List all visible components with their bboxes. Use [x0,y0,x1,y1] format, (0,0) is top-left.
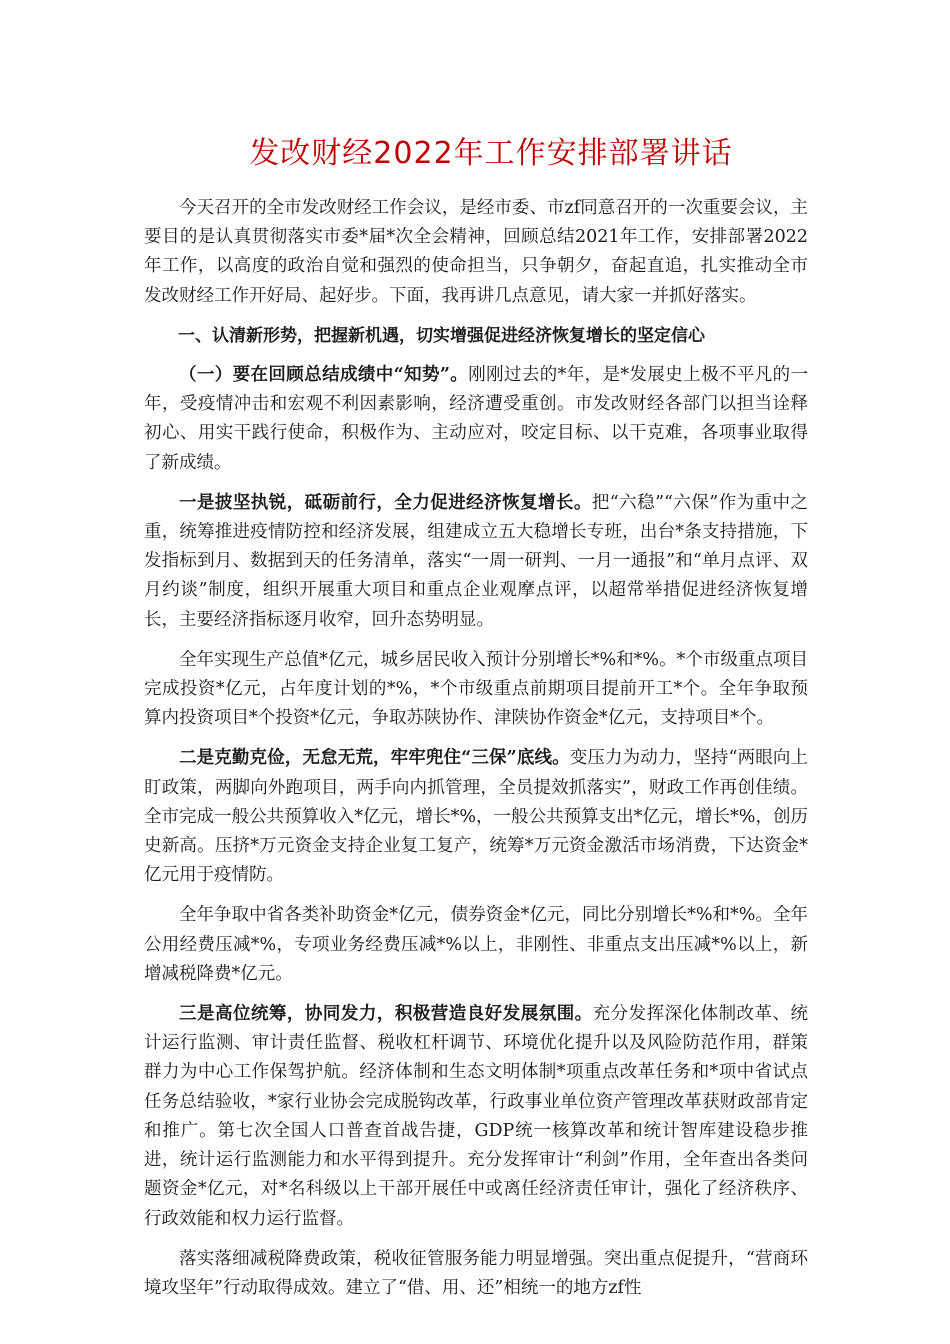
point-paragraph-1 [144,489,808,635]
section-heading-1: 一、认清新形势，把握新机遇，切实增强促进经济恢复增长的坚定信心 [178,325,705,346]
point-text-1: 把“六稳”“六保”作为重中之重，统筹推进疫情防控和经济发展，组建成立五大稳增长专班，出台*条支持措施，下发指标到月、数据到天的任务清单，落实“一周一研判、一月一通报”和“单月点评、双月约谈”制度，组织开展重大项目和重点企业观摩点评，以超常举措促进经济恢复增长，主要经济指标逐月收窄，回升态势明显。 [144,492,808,630]
subsection-text-1: 刚刚过去的*年，是*发展史上极不平凡的一年，受疫情冲击和宏观不利因素影响，经济遭受重创。市发改财经各部门以担当诠释初心、用实干践行使命，积极作为、主动应对，咬定目标、以干克难，各项事业取得了新成绩。 [144,365,809,473]
intro-paragraph: 今天召开的全市发改财经工作会议，是经市委、市zf同意召开的一次重要会议，主要目的是认真贯彻落实市委*届*次全会精神，回顾总结2021年工作，安排部署2022年工作，以高度的政治自觉和强烈的使命担当，只争朝夕，奋起直追，扎实推动全市发改财经工作开好局、起好步。下面，我再讲几点意见，请大家一并抓好落实。 [144,198,808,306]
document-page [144,134,808,1314]
gdp-paragraph: 全年实现生产总值*亿元，城乡居民收入预计分别增长*%和*%。*个市级重点项目完成投资*亿元，占年度计划的*%，*个市级重点前期项目提前开工*个。全年争取预算内投资项目*个投资*亿元，争取苏陕协作、津陕协作资金*亿元，支持项目*个。 [144,649,808,729]
point-lead-1: 一是披坚执锐，砥砺前行，全力促进经济恢复增长。 [179,492,592,513]
point-text-2: 变压力为动力，坚持“两眼向上盯政策，两脚向外跑项目，两手向内抓管理，全员提效抓落实”，财政工作再创佳绩。全市完成一般公共预算收入*亿元，增长*%，一般公共预算支出*亿元，增长*%，创历史新高。压挤*万元资金支持企业复工复产，统筹*万元资金激活市场消费，下达资金*亿元用于疫情防。 [144,748,808,886]
point-paragraph-2 [144,744,808,890]
funds-paragraph: 全年争取中省各类补助资金*亿元，债券资金*亿元，同比分别增长*%和*%。全年公用经费压减*%，专项业务经费压减*%以上，非刚性、非重点支出压减*%以上，新增减税降费*亿元。 [144,905,808,984]
tax-paragraph: 落实落细减税降费政策，税收征管服务能力明显增强。突出重点促提升，“营商环境攻坚年”行动取得成效。建立了“借、用、还”相统一的地方zf性 [144,1248,808,1298]
subsection-lead-1: （一）要在回顾总结成绩中“知势”。 [179,365,469,386]
point-text-3: 充分发挥深化体制改革、统计运行监测、审计责任监督、税收杠杆调节、环境优化提升以及风险防范作用，群策群力为中心工作保驾护航。经济体制和生态文明体制*项重点改革任务和*项中省试点任务总结验收，*家行业协会完成脱钩改革，行政事业单位资产管理改革获财政部肯定和推广。第七次全国人口普查首战告捷，GDP统一核算改革和统计智库建设稳步推进，统计运行监测能力和水平得到提升。充分发挥审计“利剑”作用，全年查出各类问题资金*亿元，对*名科级以上干部开展任中或离任经济责任审计，强化了经济秩序、行政效能和权力运行监督。 [144,1004,809,1229]
point-lead-3: 三是高位统筹，协同发力，积极营造良好发展氛围。 [179,1004,593,1025]
point-paragraph-3 [144,1000,808,1234]
document-title: 发改财经2022年工作安排部署讲话 [249,136,733,171]
subsection-paragraph-1 [144,361,808,478]
point-lead-2: 二是克勤克俭，无怠无荒，牢牢兜住“三保”底线。 [179,748,570,769]
